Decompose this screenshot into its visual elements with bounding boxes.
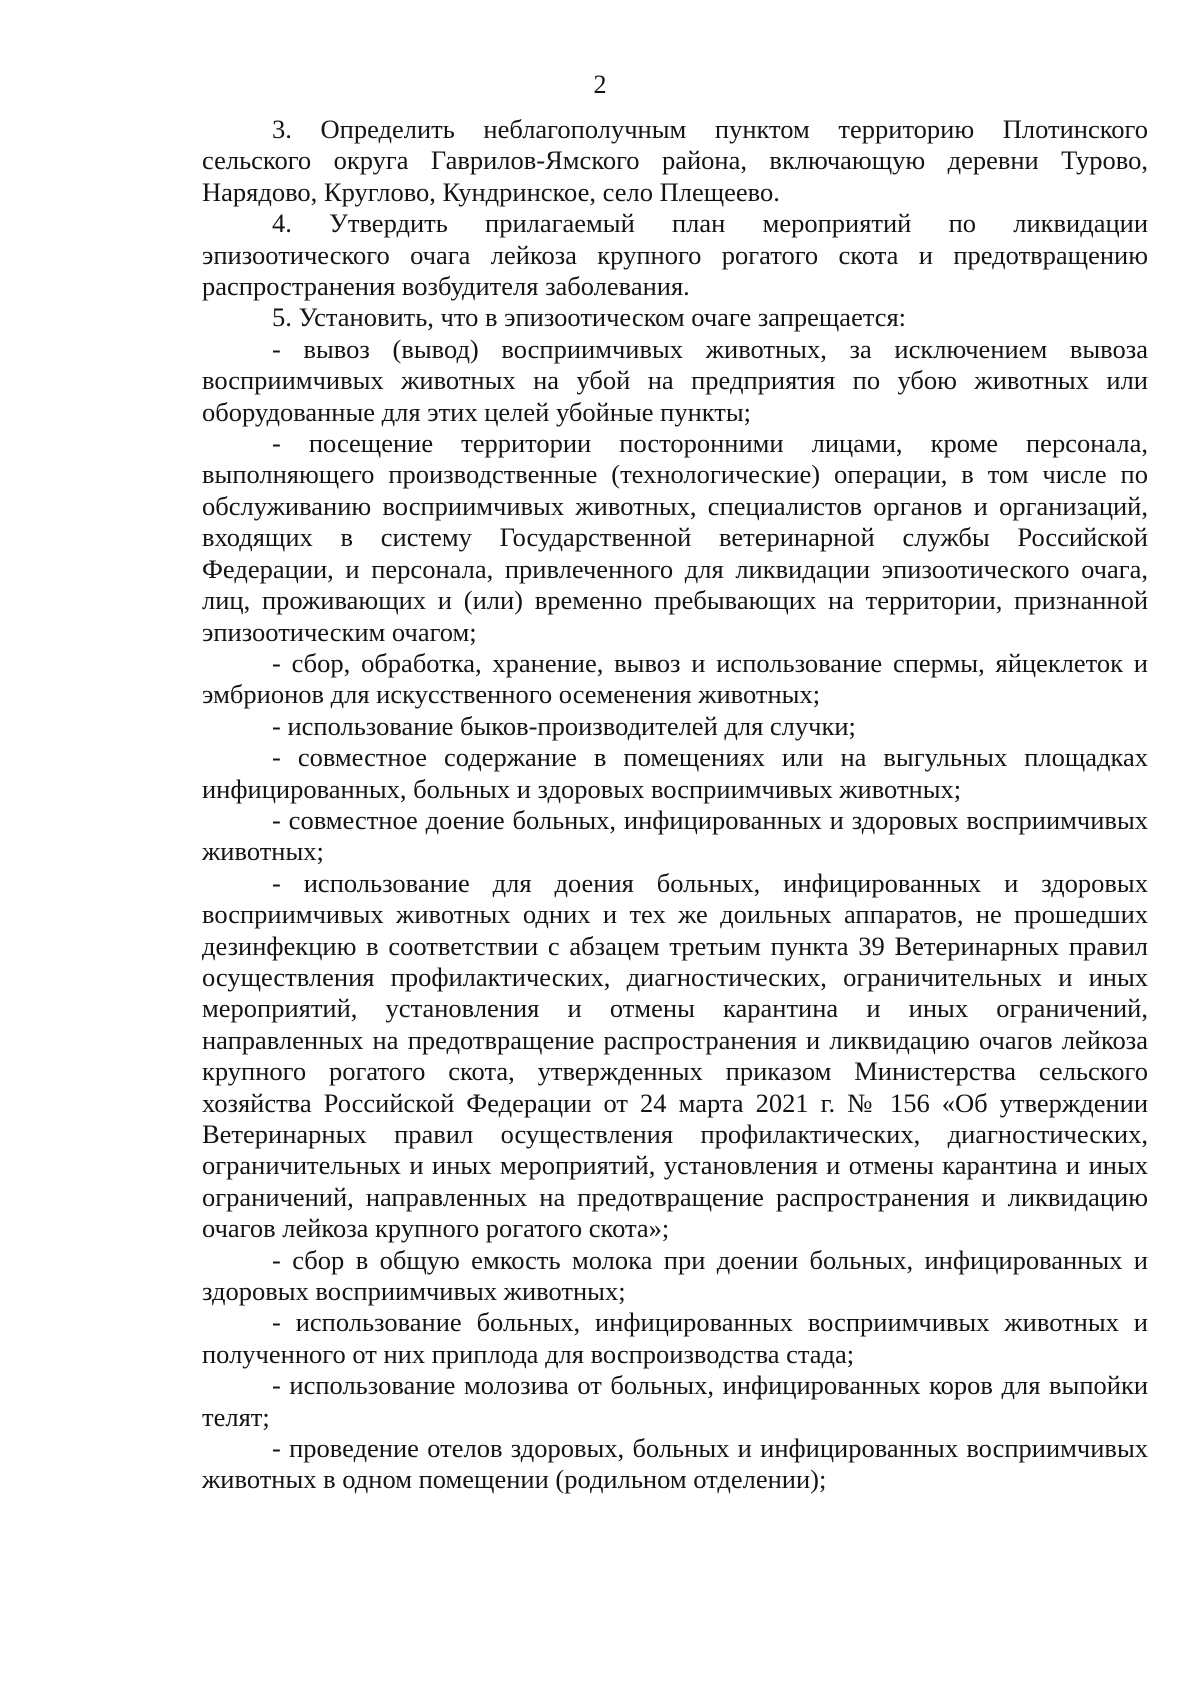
prohibition-item: - вывоз (вывод) восприимчивых животных, за исключением вывоза восприимчивых животных на убой на предприятия по убою животных или оборудованные для этих целей убойные пункты;: [202, 333, 1148, 427]
prohibition-item: - совместное содержание в помещениях или на выгульных площадках инфицированных, больных и здоровых восприимчивых животных;: [202, 742, 1148, 804]
prohibition-item: - сбор, обработка, хранение, вывоз и использование спермы, яйцеклеток и эмбрионов для искусственного осеменения животных;: [202, 647, 1148, 710]
paragraph-item-5: 5. Установить, что в эпизоотическом очаге запрещается:: [272, 302, 907, 333]
prohibition-item: - посещение территории посторонними лицами, кроме персонала, выполняющего производственные (технологические) операции, в том числе по обслуживанию восприимчивых животных, специалистов органов и организаций, входящих в систему Государственной ветеринарной службы Российской Федерации, и персонала, привлеченного для ликвидации эпизоотического очага, лиц, проживающих и (или) временно пребывающих на территории, признанной эпизоотическим очагом;: [202, 428, 1148, 647]
prohibition-item: - использование для доения больных, инфицированных и здоровых восприимчивых животных одних и тех же доильных аппаратов, не прошедших дезинфекцию в соответствии с абзацем третьим пункта 39 Ветеринарных правил осуществления профилактических, диагностических, ограничительных и иных мероприятий, установления и отмены карантина и иных ограничений, направленных на предотвращение распространения и ликвидацию очагов лейкоза крупного рогатого скота, утвержденных приказом Министерства сельского хозяйства Российской Федерации от 24 марта 2021 г. № 156 «Об утверждении Ветеринарных правил осуществления профилактических, диагностических, ограничительных и иных мероприятий, установления и отмены карантина и иных ограничений, направленных на предотвращение распространения и ликвидацию очагов лейкоза крупного рогатого скота»;: [202, 867, 1148, 1244]
prohibition-item: - использование быков-производителей для случки;: [272, 710, 856, 741]
prohibition-item: - использование молозива от больных, инфицированных коров для выпойки телят;: [202, 1370, 1148, 1432]
prohibition-item: - совместное доение больных, инфицированных и здоровых восприимчивых животных;: [202, 804, 1148, 867]
prohibition-item: - проведение отелов здоровых, больных и инфицированных восприимчивых животных в одном помещении (родильном отделении);: [202, 1433, 1148, 1495]
paragraph-item-4: 4. Утвердить прилагаемый план мероприятий по ликвидации эпизоотического очага лейкоза крупного рогатого скота и предотвращению распространения возбудителя заболевания.: [202, 208, 1148, 302]
page-number: 2: [593, 70, 607, 99]
document-body: [202, 114, 1148, 1496]
prohibition-item: - сбор в общую емкость молока при доении больных, инфицированных и здоровых восприимчивых животных;: [202, 1244, 1148, 1307]
paragraph-item-3: 3. Определить неблагополучным пунктом территорию Плотинского сельского округа Гаврилов-Ямского района, включающую деревни Турово, Нарядово, Круглово, Кундринское, село Плещеево.: [202, 114, 1148, 207]
prohibition-item: - использование больных, инфицированных восприимчивых животных и полученного от них приплода для воспроизводства стада;: [202, 1307, 1148, 1369]
